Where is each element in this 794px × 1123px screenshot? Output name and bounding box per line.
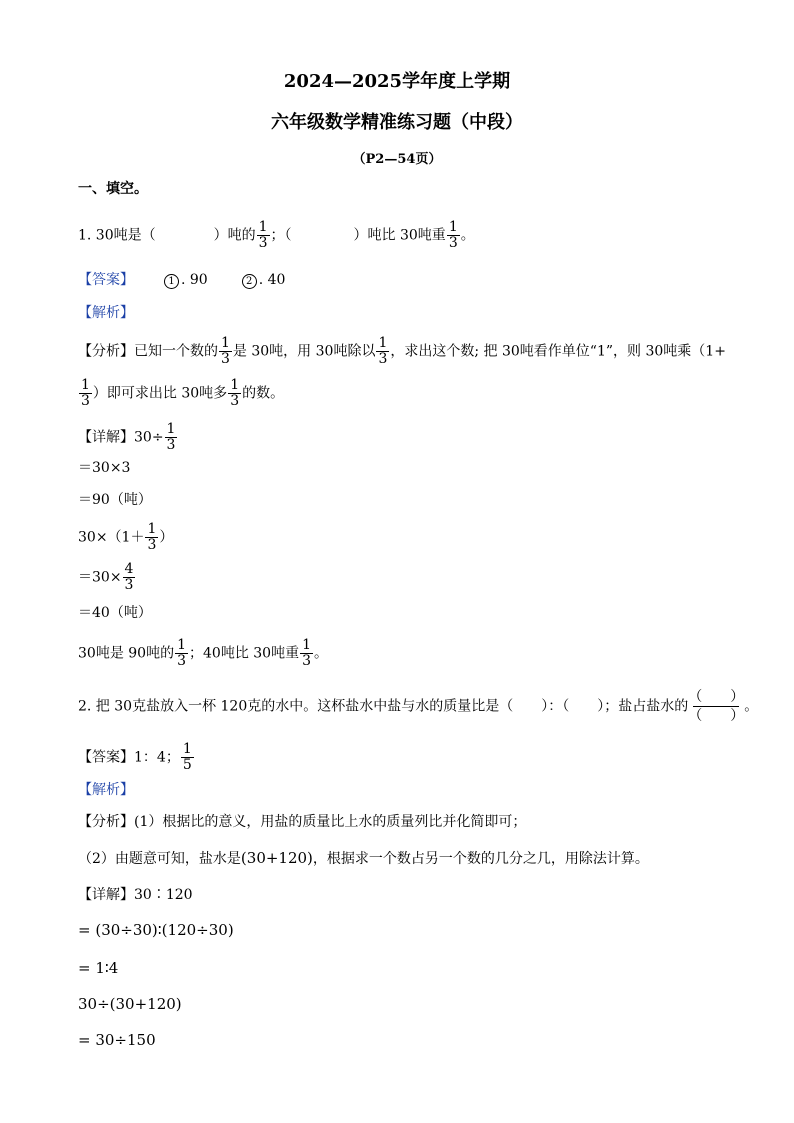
- analysis-tag: 【解析】: [78, 305, 134, 321]
- blank-fraction: （ ） （ ）: [688, 689, 745, 724]
- fraction-one-third: $\frac{1}{3}$: [258, 219, 268, 251]
- fraction-one-third: $\frac{1}{3}$: [177, 637, 187, 669]
- fraction-one-third: $\frac{1}{3}$: [221, 335, 230, 367]
- circled-number: 2: [242, 274, 257, 289]
- analysis-1: 【分析】已知一个数的 $\frac{1}{3}$ 是 30吨，用 30吨除以 $\frac{1}{3}$ ，求出这个数; 把 30吨看作单位“1”，则 30吨乘（1+: [78, 335, 726, 367]
- detail-2: 【详解】30∶120: [78, 887, 193, 903]
- step: ＝30× $\frac{4}{3}$: [78, 561, 134, 593]
- fraction-one-third: $\frac{1}{3}$: [166, 421, 176, 453]
- detail-1: 【详解】30÷ $\frac{1}{3}$: [78, 421, 176, 453]
- fraction-one-third: $\frac{1}{3}$: [448, 219, 458, 251]
- answer-1: 【答案】 1 . 90 2 . 40: [78, 272, 286, 288]
- page-range: （P2—54页）: [352, 152, 442, 167]
- fraction-one-third: $\frac{1}{3}$: [378, 335, 388, 367]
- fraction-one-third: $\frac{1}{3}$: [147, 521, 157, 553]
- fraction-one-fifth: $\frac{1}{5}$: [182, 741, 192, 773]
- doc-subtitle: 六年级数学精准练习题（中段）: [271, 112, 523, 133]
- step: = 1∶4: [78, 959, 119, 977]
- step: 30×（1＋ $\frac{1}{3}$ ）: [78, 521, 174, 553]
- fraction-four-thirds: $\frac{4}{3}$: [124, 561, 134, 593]
- analysis-2: 【分析】(1）根据比的意义，用盐的质量比上水的质量列比并化简即可；: [78, 814, 527, 830]
- step: ＝30×3: [78, 460, 131, 476]
- fraction-one-third: $\frac{1}{3}$: [302, 637, 312, 669]
- step: ＝40（吨）: [78, 605, 152, 621]
- section-heading: 一、填空。: [78, 181, 148, 197]
- question-1: 1. 30吨是（ ）吨的 $\frac{1}{3}$ ；（ ）吨比 30吨重 $\frac{1}{3}$ 。: [78, 219, 475, 251]
- question-2: 2. 把 30克盐放入一杯 120克的水中。这杯盐水中盐与水的质量比是（ ）：（ ）；盐占盐水的 （ ） （ ） 。: [78, 689, 759, 724]
- fraction-one-third: $\frac{1}{3}$: [230, 377, 240, 409]
- analysis-tag: 【解析】: [78, 782, 134, 798]
- circled-number: 1: [164, 274, 179, 289]
- analysis-1-cont: $\frac{1}{3}$ ）即可求出比 30吨多 $\frac{1}{3}$ 的数。: [81, 377, 285, 409]
- answer-2: 【答案】1：4； $\frac{1}{5}$: [78, 741, 192, 773]
- doc-title: 2024—2025学年度上学期: [283, 71, 511, 92]
- conclusion-1: 30吨是 90吨的 $\frac{1}{3}$ ；40吨比 30吨重 $\frac{1}{3}$ 。: [78, 637, 329, 669]
- fraction-one-third: $\frac{1}{3}$: [81, 377, 90, 409]
- step: = (30÷30)∶(120÷30): [78, 921, 234, 939]
- step: ＝90（吨）: [78, 492, 152, 508]
- step: 30÷(30+120): [78, 995, 182, 1013]
- step: = 30÷150: [78, 1031, 156, 1049]
- analysis-2-cont: （2）由题意可知，盐水是(30+120)，根据求一个数占另一个数的几分之几，用除法计算。: [78, 849, 649, 867]
